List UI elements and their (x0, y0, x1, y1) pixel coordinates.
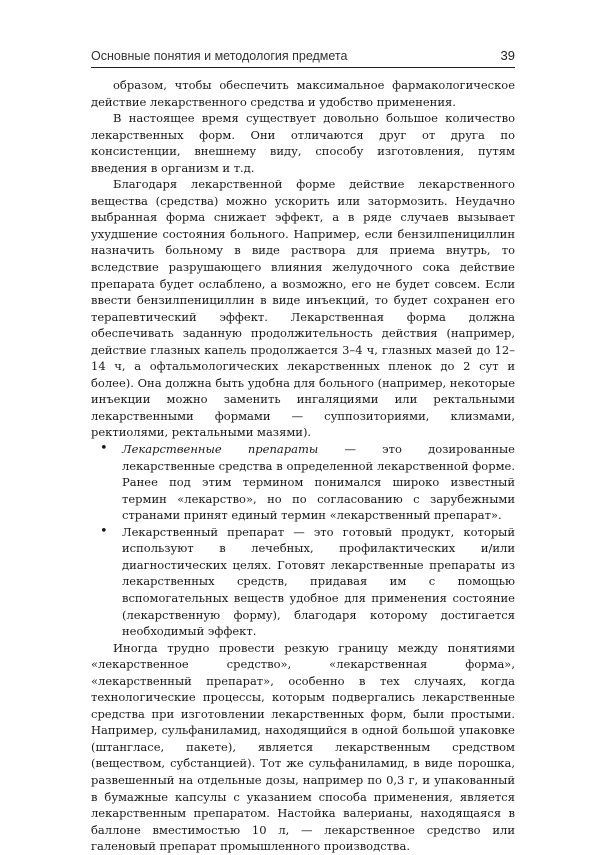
running-header (91, 47, 515, 68)
page-number: 39 (500, 48, 515, 63)
paragraph: В настоящее время существует довольно большое количество лекарственных форм. Они отличаются друг от друга по консистенции, внешнему виду, способу изготовления, путям введения в организм и т.д. (91, 111, 515, 175)
running-title: Основные понятия и методология предмета (91, 49, 348, 63)
bullet-icon: • (100, 441, 108, 457)
list-item (91, 524, 515, 640)
definition-list (91, 441, 515, 640)
list-item (91, 441, 515, 524)
list-item-text: Лекарственный препарат — это готовый продукт, который используют в лечебных, профилактических и/или диагностических целях. Готовят лекарственные препараты из лекарственных средств, придавая им с помощью вспомогательных веществ удобное для применения состояние (лекарственную форму), благодаря которому достигается необходимый эффект. (122, 524, 515, 639)
paragraph: Благодаря лекарственной форме действие лекарственного вещества (средства) можно ускорить или затормозить. Неудачно выбранная форма снижает эффект, а в ряде случаев вызывает ухудшение состояния больного. Например, если бензилпенициллин назначить больному в виде раствора для приема внутрь, то вследствие разрушающего влияния желудочного сока действие препарата будет ослаблено, а возможно, его не будет совсем. Если ввести бензилпенициллин в виде инъекций, то будет сохранен его терапевтический эффект. Лекарственная форма должна обеспечивать заданную продолжительность действия (например, действие глазных капель продолжается 3–4 ч, глазных мазей до 12–14 ч, а офтальмологических лекарственных пленок до 2 сут и более). Она должна быть удобна для больного (например, некоторые инъекции можно заменить ингаляциями или ректальными лекарственными формами — суппозиториями, клизмами, ректиолями, ректальными мазями). (91, 177, 515, 440)
term-italic: Лекарственные препараты (122, 442, 319, 457)
paragraph: Иногда трудно провести резкую границу между понятиями «лекарственное средство», «лекарственная форма», «лекарственный препарат», особенно в тех случаях, когда технологические процессы, которым подвергались лекарственные средства при изготовлении лекарственных форм, были простыми. Например, сульфаниламид, находящийся в одной большой упаковке (штангласе, пакете), является лекарственным средством (веществом, субстанцией). Тот же сульфаниламид, в виде порошка, развешенный на отдельные дозы, например по 0,3 г, и упакованный в бумажные капсулы с указанием способа применения, является лекарственным препаратом. Настойка валерианы, находящаяся в баллоне вместимостью 10 л, — лекарственное средство или галеновый препарат промышленного производства. (91, 640, 515, 854)
body-text (91, 77, 515, 855)
bullet-icon: • (100, 523, 108, 539)
list-item-text: — это дозированные лекарственные средства в определенной лекарственной форме. Ранее под этим термином понимался широко известный термин «лекарство», но по согласованию с зарубежными странами принят единый термин «лекарственный препарат». (122, 442, 515, 523)
paragraph-continuation: образом, чтобы обеспечить максимальное фармакологическое действие лекарственного средства и удобство применения. (91, 78, 515, 109)
